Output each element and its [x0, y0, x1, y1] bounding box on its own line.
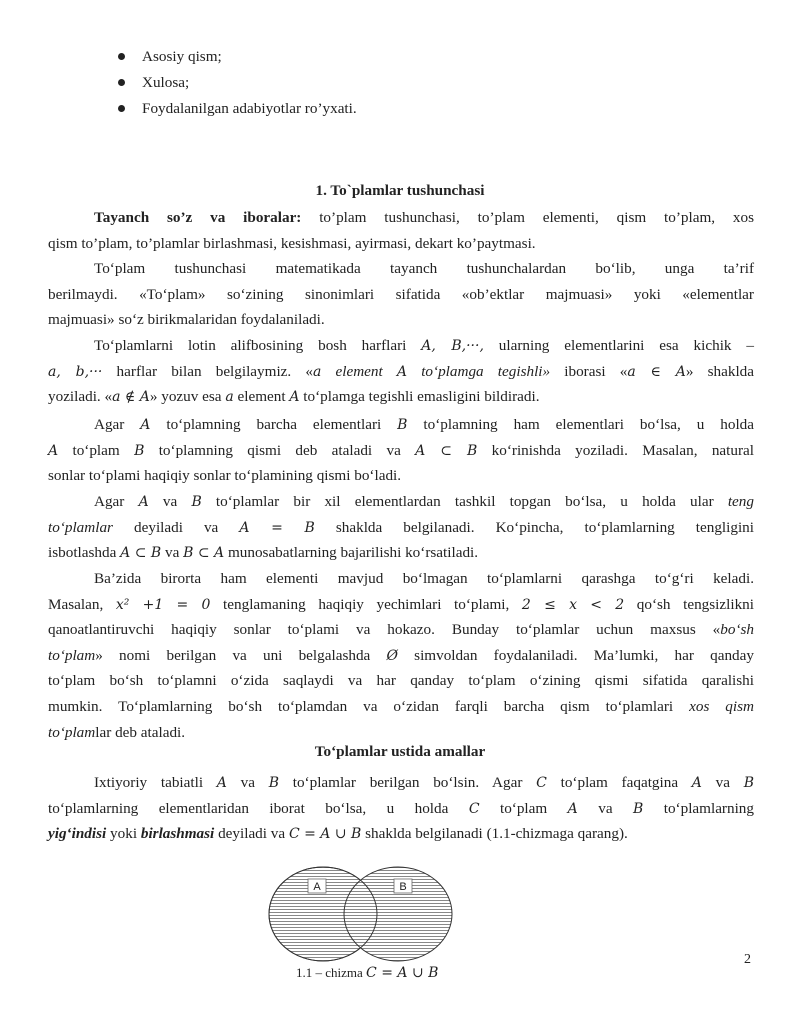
- set-b-label: B: [399, 881, 407, 893]
- section-title: 1. To`plamlar tushunchasi: [315, 182, 485, 199]
- set-a-label: A: [313, 881, 321, 893]
- bullet-icon: [118, 53, 125, 60]
- list-item: Foydalanilgan adabiyotlar ro’yxati.: [118, 96, 357, 122]
- bullet-icon: [118, 79, 125, 86]
- paragraph-2: To‘plamlarni lotin alifbosining bosh harflari A, B,···, ularning elementlarini esa kichik – a, b,··· harflar bilan belgilaymiz. «a element A to‘plamga tegishli» iborasi «a ∈ A» shaklda yoziladi. «a ∉ A» yozuv esa a element A to‘plamga tegishli emasligini bildiradi.: [48, 337, 754, 406]
- list-item: Xulosa;: [118, 70, 357, 96]
- venn-diagram: [268, 866, 478, 962]
- paragraph-5: Ba’zida birorta ham elementi mavjud bo‘lmagan to‘plamlarni qarashga to‘g‘ri keladi. Masalan, x² +1 = 0 tenglamaning haqiqiy yechimlari to‘plami, 2 ≤ x < 2 qo‘sh tengsizlikni qanoatlantiruvchi haqiqiy sonlar to‘plami va hokazo. Bunday to‘plamlar uchun maxsus «bo‘sh to‘plam» nomi berilgan va uni belgalashda Ø simvoldan foydalaniladi. Ma’lumki, har qanday to‘plam bo‘sh to‘plamni o‘zida saqlaydi va har qanday to‘plam o‘zining qismi sifatida qaralishi mumkin. To‘plamlarning bo‘sh to‘plamdan va o‘zidan farqli barcha qism to‘plamlari xos qism to‘plamlar deb ataladi.: [48, 570, 754, 741]
- keywords-label: Tayanch so’z va iboralar:: [94, 209, 302, 226]
- paragraph-1: To‘plam tushunchasi matematikada tayanch tushunchalardan bo‘lib, unga ta’rif berilmaydi. «To‘plam» so‘zining sinonimlari sifatida «ob’ektlar majmuasi» yoki «elementlar majmuasi» so‘z birikmalaridan foydalaniladi.: [48, 260, 754, 329]
- figure-caption: 1.1 – chizma C = A ∪ B: [296, 965, 439, 981]
- paragraph-6: Ixtiyoriy tabiatli A va B to‘plamlar berilgan bo‘lsin. Agar C to‘plam faqatgina A va B to‘plamlarning elementlaridan iborat bo‘lsa, u holda C to‘plam A va B to‘plamlarning yig‘indisi yoki birlashmasi deyiladi va C = A ∪ B shaklda belgilanadi (1.1-chizmaga qarang).: [48, 774, 755, 843]
- keywords-paragraph: Tayanch so’z va iboralar: to’plam tushunchasi, to’plam elementi, qism to’plam, xos qism to’plam, to’plamlar birlashmasi, kesishmasi, ayirmasi, dekart ko’paytmasi.: [48, 209, 754, 252]
- paragraph-4: Agar A va B to‘plamlar bir xil elementlardan tashkil topgan bo‘lsa, u holda ular teng to‘plamlar deyiladi va A = B shaklda belgilanadi. Ko‘pincha, to‘plamlarning tengligini isbotlashda A ⊂ B va B ⊂ A munosabatlarning bajarilishi ko‘rsatiladi.: [48, 493, 754, 562]
- paragraph-3: Agar A to‘plamning barcha elementlari B to‘plamning ham elementlari bo‘lsa, u holda A to‘plam B to‘plamning qismi deb ataladi va A ⊂ B ko‘rinishda yoziladi. Masalan, natural sonlar to‘plami haqiqiy sonlar to‘plamining qismi bo‘ladi.: [48, 416, 755, 485]
- subsection-title: To‘plamlar ustida amallar: [314, 743, 486, 760]
- bullet-list: [118, 44, 357, 122]
- page-number: 2: [744, 952, 751, 967]
- bullet-icon: [118, 105, 125, 112]
- list-item: Asosiy qism;: [118, 44, 357, 70]
